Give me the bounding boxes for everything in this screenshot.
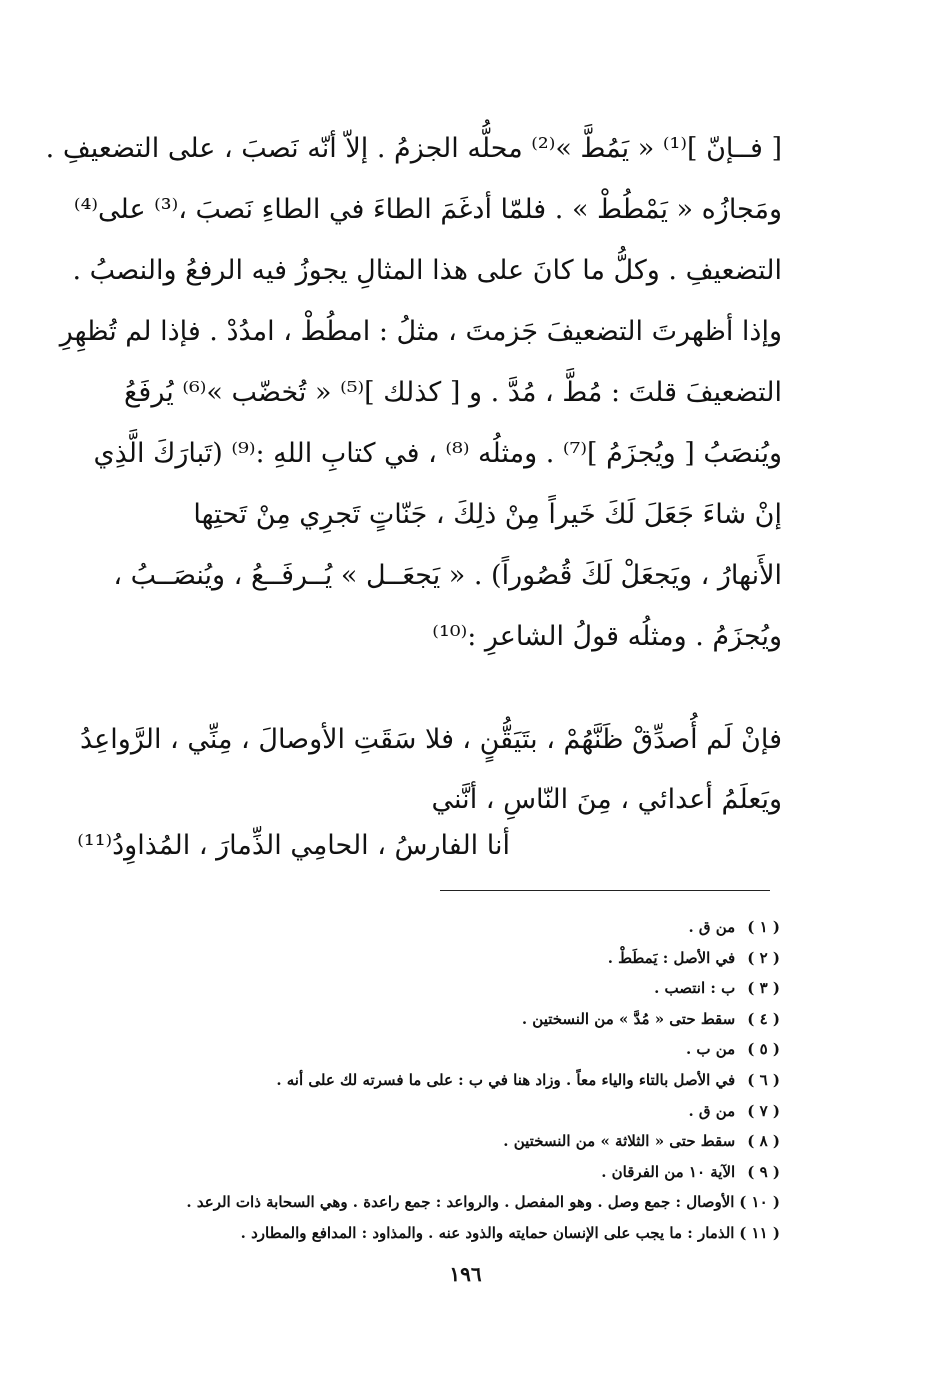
- verse-line: [80, 710, 782, 770]
- footnote-text: من ب .: [685, 1040, 736, 1059]
- text-line: وإذا أظهرتَ التضعيفَ جَزمتَ ، مثلُ : امطُطْ ، امدُدْ . فإذا لم تُظهِرِ: [59, 316, 782, 347]
- footnote-item: [100, 943, 780, 974]
- footnote-text: سقط حتى « مُدَّ » من النسختين .: [521, 1009, 736, 1028]
- text-line: [ فــإنّ ]⁽¹⁾ « يَمُطَّ »⁽²⁾ محلُّه الجزمُ . إلاّ أنّه نَصبَ ، على التضعيفِ .: [45, 133, 782, 164]
- text-line: ومَجازُه « يَمْطُطْ » . فلمّا أدغَمَ الطاءَ في الطاءِ نَصبَ ،⁽³⁾ على⁽⁴⁾: [73, 194, 782, 225]
- footnote-number: ( ٤ ): [747, 1009, 780, 1028]
- footnote-text: من ق .: [688, 918, 736, 936]
- verse-line: [80, 770, 782, 822]
- text-line: الأَنهارُ ، ويَجعَلْ لَكَ قُصُوراً) . « يَجعَــل » يُــرفَــعُ ، ويُنصَــبُ ،: [113, 560, 782, 591]
- verse-hemistich-first: ويَعلَمُ أعدائي ، مِنَ النّاسِ ، أنَّني: [431, 784, 782, 815]
- footnote-item: [100, 1004, 780, 1035]
- footnote-number: ( ١ ): [747, 918, 780, 936]
- footnote-item: [100, 1218, 780, 1249]
- page-number: ١٩٦: [449, 1262, 482, 1286]
- footnote-item: [100, 1034, 780, 1065]
- footnote-number: ( ١١ ): [739, 1223, 780, 1242]
- text-line: ويُجزَمُ . ومثلُه قولُ الشاعرِ :⁽¹⁰⁾: [432, 621, 782, 652]
- verse-hemistich-second: أنا الفارسُ ، الحامِي الذِّمارَ ، المُذاوِدُ⁽¹¹⁾: [77, 830, 510, 861]
- footnote-number: ( ١٠ ): [739, 1193, 780, 1212]
- footnote-item: [100, 912, 780, 943]
- footnote-item: [100, 1065, 780, 1096]
- verse-hemistich-second: فلا سَقَتِ الأوصالَ ، مِنِّي ، الرَّواعِدُ: [80, 724, 455, 755]
- footnote-text: الذمار : ما يجب على الإنسان حمايته والذود عنه . والمذاود : المدافع والمطارد .: [240, 1223, 735, 1242]
- footnotes: [100, 912, 780, 1249]
- text-line: ويُنصَبُ [ ويُجزَمُ ]⁽⁷⁾ . ومثلُه ⁽⁸⁾ ، في كتابِ اللهِ :⁽⁹⁾ (تَبارَكَ الَّذِي: [93, 438, 782, 469]
- main-text: [45, 118, 782, 667]
- footnote-text: في الأصل بالتاء والياء معاً . وزاد هنا في ب : على ما فسرته لك على أنه .: [276, 1070, 736, 1089]
- poetry-verse: [77, 710, 782, 870]
- footnote-number: ( ٥ ): [747, 1040, 780, 1059]
- footnote-number: ( ٣ ): [747, 979, 780, 998]
- text-line: التضعيفَ قلتَ : مُطَّ ، مُدَّ . و [ كذلك ]⁽⁵⁾ « تُخضّب »⁽⁶⁾ يُرفَعُ: [124, 377, 782, 408]
- footnote-text: سقط حتى « الثلاثة » من النسختين .: [503, 1132, 736, 1151]
- footnote-item: [100, 973, 780, 1004]
- footnote-text: الآية ١٠ من الفرقان .: [601, 1162, 736, 1181]
- footnote-number: ( ٧ ): [747, 1101, 780, 1120]
- footnote-number: ( ٢ ): [747, 948, 780, 967]
- text-line: إنْ شاءَ جَعَلَ لَكَ خَيراً مِنْ ذلِكَ ، جَنّاتٍ تَجرِي مِنْ تَحتِها: [193, 499, 782, 530]
- footnote-text: من ق .: [688, 1101, 736, 1120]
- footnote-item: [100, 1096, 780, 1127]
- footnote-text: الأوصال : جمع وصل . وهو المفصل . والرواعد : جمع راعدة . وهي السحابة ذات الرعد .: [186, 1193, 735, 1212]
- footnote-number: ( ٦ ): [747, 1070, 780, 1089]
- footnote-number: ( ٨ ): [747, 1132, 780, 1151]
- verse-line: [77, 822, 782, 870]
- text-line: التضعيفِ . وكلُّ ما كانَ على هذا المثالِ يجوزُ فيه الرفعُ والنصبُ .: [72, 255, 782, 286]
- footnote-item: [100, 1157, 780, 1188]
- footnote-number: ( ٩ ): [747, 1162, 780, 1181]
- footnote-item: [100, 1187, 780, 1218]
- verse-hemistich-first: فإنْ لَم أُصدِّقْ ظَنَّهُمْ ، بتَيَقُّنٍ ،: [462, 724, 782, 755]
- footnote-item: [100, 1126, 780, 1157]
- footnote-separator: [440, 890, 770, 891]
- footnote-text: ب : انتصب .: [654, 979, 736, 998]
- footnote-text: في الأصل : يَمطَطْ .: [607, 948, 736, 967]
